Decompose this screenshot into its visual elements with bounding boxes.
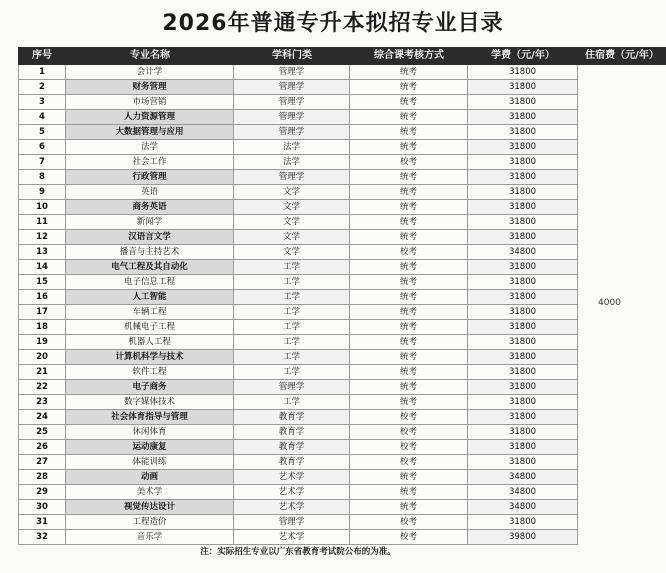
cell-no: 4 (18, 110, 66, 124)
cell-name: 电气工程及其自动化 (66, 260, 234, 274)
table-row (18, 530, 578, 545)
header-fee: 学费（元/年） (491, 50, 555, 61)
cell-no: 1 (18, 65, 66, 79)
cell-category: 管理学 (234, 170, 350, 184)
cell-no: 6 (18, 140, 66, 154)
cell-name: 工程造价 (66, 515, 234, 529)
table-row (18, 215, 578, 230)
table-row (18, 335, 578, 350)
cell-fee: 31800 (468, 155, 578, 169)
cell-fee: 31800 (468, 350, 578, 364)
cell-name: 播音与主持艺术 (66, 245, 234, 259)
cell-category: 文学 (234, 215, 350, 229)
cell-exam: 统考 (350, 185, 468, 199)
table-row (18, 440, 578, 455)
cell-no: 2 (18, 80, 66, 94)
cell-fee: 31800 (468, 290, 578, 304)
dorm-fee-value: 4000 (598, 298, 621, 308)
cell-exam: 统考 (350, 80, 468, 94)
cell-no: 32 (18, 530, 66, 544)
cell-category: 教育学 (234, 440, 350, 454)
cell-name: 商务英语 (66, 200, 234, 214)
cell-exam: 统考 (350, 500, 468, 514)
table-row (18, 395, 578, 410)
cell-category: 工学 (234, 305, 350, 319)
cell-exam: 统考 (350, 110, 468, 124)
table-row (18, 140, 578, 155)
cell-category: 工学 (234, 275, 350, 289)
table-row (18, 110, 578, 125)
cell-fee: 31800 (468, 425, 578, 439)
cell-fee: 31800 (468, 395, 578, 409)
cell-exam: 校考 (350, 410, 468, 424)
cell-fee: 31800 (468, 275, 578, 289)
cell-no: 30 (18, 500, 66, 514)
header-category: 学科门类 (272, 50, 312, 61)
cell-name: 行政管理 (66, 170, 234, 184)
table-row (18, 170, 578, 185)
cell-category: 工学 (234, 395, 350, 409)
cell-fee: 31800 (468, 80, 578, 94)
cell-no: 20 (18, 350, 66, 364)
table-row (18, 500, 578, 515)
cell-name: 电子信息工程 (66, 275, 234, 289)
cell-category: 教育学 (234, 410, 350, 424)
cell-no: 23 (18, 395, 66, 409)
cell-name: 计算机科学与技术 (66, 350, 234, 364)
cell-exam: 统考 (350, 485, 468, 499)
cell-no: 15 (18, 275, 66, 289)
cell-fee: 31800 (468, 95, 578, 109)
cell-no: 19 (18, 335, 66, 349)
cell-exam: 校考 (350, 530, 468, 544)
cell-fee: 31800 (468, 380, 578, 394)
cell-category: 工学 (234, 260, 350, 274)
cell-name: 社会工作 (66, 155, 234, 169)
cell-category: 工学 (234, 320, 350, 334)
cell-no: 26 (18, 440, 66, 454)
cell-name: 美术学 (66, 485, 234, 499)
table-row (18, 260, 578, 275)
table-row (18, 320, 578, 335)
cell-no: 18 (18, 320, 66, 334)
cell-exam: 校考 (350, 245, 468, 259)
cell-exam: 统考 (350, 290, 468, 304)
cell-fee: 31800 (468, 260, 578, 274)
table-row (18, 350, 578, 365)
cell-exam: 统考 (350, 320, 468, 334)
cell-category: 文学 (234, 230, 350, 244)
cell-category: 法学 (234, 140, 350, 154)
cell-exam: 统考 (350, 170, 468, 184)
cell-category: 教育学 (234, 455, 350, 469)
cell-exam: 统考 (350, 260, 468, 274)
cell-category: 文学 (234, 185, 350, 199)
cell-no: 7 (18, 155, 66, 169)
cell-fee: 31800 (468, 305, 578, 319)
table-row (18, 200, 578, 215)
cell-exam: 统考 (350, 230, 468, 244)
cell-name: 社会体育指导与管理 (66, 410, 234, 424)
cell-no: 12 (18, 230, 66, 244)
page-title: 2026年普通专升本拟招专业目录 (162, 11, 504, 36)
cell-exam: 校考 (350, 440, 468, 454)
cell-category: 工学 (234, 365, 350, 379)
cell-fee: 31800 (468, 200, 578, 214)
cell-fee: 31800 (468, 125, 578, 139)
table-row (18, 155, 578, 170)
cell-name: 软件工程 (66, 365, 234, 379)
cell-category: 文学 (234, 245, 350, 259)
cell-exam: 统考 (350, 95, 468, 109)
table-row (18, 485, 578, 500)
cell-category: 教育学 (234, 425, 350, 439)
cell-category: 管理学 (234, 380, 350, 394)
cell-no: 9 (18, 185, 66, 199)
cell-fee: 31800 (468, 410, 578, 424)
footnote: 注：实际招生专业以广东省教育考试院公布的为准。 (200, 547, 396, 557)
cell-name: 运动康复 (66, 440, 234, 454)
table-row (18, 275, 578, 290)
table-row (18, 425, 578, 440)
cell-fee: 31800 (468, 185, 578, 199)
cell-category: 管理学 (234, 110, 350, 124)
cell-name: 机器人工程 (66, 335, 234, 349)
cell-name: 视觉传达设计 (66, 500, 234, 514)
cell-name: 英语 (66, 185, 234, 199)
cell-name: 体能训练 (66, 455, 234, 469)
cell-exam: 统考 (350, 350, 468, 364)
cell-category: 法学 (234, 155, 350, 169)
table-row (18, 80, 578, 95)
cell-name: 休闲体育 (66, 425, 234, 439)
program-table (18, 47, 666, 545)
cell-name: 汉语言文学 (66, 230, 234, 244)
cell-exam: 统考 (350, 335, 468, 349)
cell-no: 25 (18, 425, 66, 439)
table-row (18, 410, 578, 425)
table-row (18, 65, 578, 80)
cell-category: 管理学 (234, 95, 350, 109)
cell-no: 31 (18, 515, 66, 529)
cell-name: 数字媒体技术 (66, 395, 234, 409)
cell-fee: 31800 (468, 440, 578, 454)
cell-exam: 统考 (350, 380, 468, 394)
cell-exam: 统考 (350, 140, 468, 154)
cell-category: 管理学 (234, 515, 350, 529)
cell-exam: 校考 (350, 425, 468, 439)
cell-name: 人力资源管理 (66, 110, 234, 124)
cell-no: 27 (18, 455, 66, 469)
cell-name: 会计学 (66, 65, 234, 79)
cell-category: 管理学 (234, 65, 350, 79)
cell-category: 工学 (234, 290, 350, 304)
table-body (18, 65, 578, 545)
cell-category: 艺术学 (234, 470, 350, 484)
cell-fee: 34800 (468, 500, 578, 514)
table-row (18, 305, 578, 320)
cell-name: 大数据管理与应用 (66, 125, 234, 139)
cell-category: 工学 (234, 350, 350, 364)
cell-no: 8 (18, 170, 66, 184)
cell-no: 13 (18, 245, 66, 259)
cell-no: 22 (18, 380, 66, 394)
cell-category: 工学 (234, 335, 350, 349)
cell-no: 10 (18, 200, 66, 214)
header-no: 序号 (32, 50, 52, 61)
table-row (18, 515, 578, 530)
cell-category: 管理学 (234, 80, 350, 94)
cell-fee: 31800 (468, 515, 578, 529)
cell-name: 车辆工程 (66, 305, 234, 319)
cell-fee: 31800 (468, 230, 578, 244)
cell-fee: 31800 (468, 110, 578, 124)
cell-name: 动画 (66, 470, 234, 484)
cell-no: 28 (18, 470, 66, 484)
cell-name: 人工智能 (66, 290, 234, 304)
table-row (18, 245, 578, 260)
cell-category: 管理学 (234, 125, 350, 139)
cell-exam: 校考 (350, 515, 468, 529)
table-row (18, 290, 578, 305)
cell-category: 艺术学 (234, 530, 350, 544)
table-row (18, 380, 578, 395)
cell-name: 机械电子工程 (66, 320, 234, 334)
table-row (18, 470, 578, 485)
header-dorm: 住宿费（元/年） (585, 50, 659, 61)
cell-exam: 统考 (350, 275, 468, 289)
cell-name: 财务管理 (66, 80, 234, 94)
cell-exam: 统考 (350, 65, 468, 79)
cell-category: 艺术学 (234, 485, 350, 499)
cell-fee: 31800 (468, 365, 578, 379)
header-name: 专业名称 (130, 50, 170, 61)
table-row (18, 185, 578, 200)
cell-exam: 校考 (350, 455, 468, 469)
cell-name: 电子商务 (66, 380, 234, 394)
cell-no: 11 (18, 215, 66, 229)
cell-no: 14 (18, 260, 66, 274)
cell-fee: 31800 (468, 65, 578, 79)
cell-name: 法学 (66, 140, 234, 154)
cell-no: 3 (18, 95, 66, 109)
table-row (18, 365, 578, 380)
cell-no: 5 (18, 125, 66, 139)
table-header (18, 47, 666, 65)
cell-exam: 统考 (350, 215, 468, 229)
cell-exam: 统考 (350, 200, 468, 214)
cell-fee: 34800 (468, 485, 578, 499)
cell-fee: 31800 (468, 320, 578, 334)
cell-fee: 31800 (468, 170, 578, 184)
cell-exam: 统考 (350, 365, 468, 379)
table-row (18, 455, 578, 470)
cell-fee: 34800 (468, 470, 578, 484)
cell-category: 文学 (234, 200, 350, 214)
cell-fee: 34800 (468, 245, 578, 259)
cell-exam: 统考 (350, 305, 468, 319)
cell-name: 音乐学 (66, 530, 234, 544)
cell-exam: 统考 (350, 125, 468, 139)
cell-fee: 31800 (468, 335, 578, 349)
cell-no: 17 (18, 305, 66, 319)
cell-fee: 31800 (468, 455, 578, 469)
table-row (18, 95, 578, 110)
header-exam: 综合课考核方式 (374, 50, 444, 61)
cell-exam: 统考 (350, 470, 468, 484)
table-row (18, 125, 578, 140)
cell-no: 24 (18, 410, 66, 424)
cell-exam: 统考 (350, 395, 468, 409)
cell-no: 16 (18, 290, 66, 304)
table-row (18, 230, 578, 245)
cell-fee: 31800 (468, 140, 578, 154)
cell-fee: 39800 (468, 530, 578, 544)
cell-exam: 校考 (350, 155, 468, 169)
cell-no: 21 (18, 365, 66, 379)
cell-no: 29 (18, 485, 66, 499)
cell-name: 市场营销 (66, 95, 234, 109)
cell-category: 艺术学 (234, 500, 350, 514)
cell-name: 新闻学 (66, 215, 234, 229)
cell-fee: 31800 (468, 215, 578, 229)
